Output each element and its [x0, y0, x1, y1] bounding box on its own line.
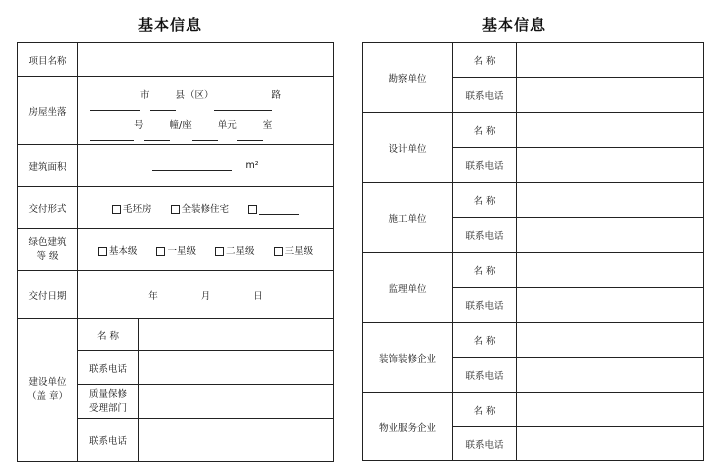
area-label: 建筑面积: [18, 145, 78, 187]
option-label: 毛坯房: [122, 203, 152, 215]
phone-label: 联系电话: [453, 288, 517, 323]
city-blank[interactable]: [90, 100, 140, 111]
green-label-line-2: 等 级: [36, 250, 59, 262]
number-blank[interactable]: [90, 130, 134, 141]
name-label: 名 称: [453, 323, 517, 358]
checkbox-icon[interactable]: [112, 205, 121, 214]
phone-label: 联系电话: [453, 218, 517, 253]
checkbox-icon[interactable]: [171, 205, 180, 214]
option-label: 二星级: [226, 245, 255, 257]
building-unit: 幢/座: [169, 119, 192, 131]
property-service-phone-field[interactable]: [517, 427, 704, 461]
construction-unit-phone-field[interactable]: [517, 218, 704, 253]
construction-unit-name-field[interactable]: [517, 183, 704, 218]
option-basic[interactable]: [98, 246, 138, 257]
green-building-label: [18, 229, 78, 271]
number-unit: 号: [134, 119, 144, 131]
phone-label: 联系电话: [453, 358, 517, 393]
basic-info-form-right: [362, 42, 704, 461]
design-unit-name-field[interactable]: [517, 113, 704, 148]
road-unit: 路: [271, 89, 282, 101]
right-page-title: 基本信息: [482, 16, 547, 34]
name-label: 名 称: [453, 253, 517, 288]
county-unit: 县（区）: [175, 89, 214, 101]
project-name-label: 项目名称: [18, 43, 78, 77]
builder-label-line-2: （盖 章）: [26, 391, 69, 402]
address-line-1: [90, 81, 333, 111]
area-unit: m²: [245, 160, 259, 171]
entrance-unit: 单元: [217, 119, 237, 131]
delivery-date-field[interactable]: [78, 271, 334, 319]
county-blank[interactable]: [150, 100, 176, 111]
delivery-date-label: 交付日期: [18, 271, 78, 319]
option-two-star[interactable]: [215, 246, 255, 257]
address-field[interactable]: [78, 77, 334, 145]
option-label: 一星级: [167, 245, 196, 257]
supervision-unit-name-field[interactable]: [517, 253, 704, 288]
warranty-phone-field[interactable]: [139, 419, 334, 462]
survey-unit-phone-field[interactable]: [517, 78, 704, 113]
building-blank[interactable]: [144, 130, 170, 141]
warranty-dept-label: [78, 385, 139, 419]
survey-unit-name-field[interactable]: [517, 43, 704, 78]
decoration-company-name-field[interactable]: [517, 323, 704, 358]
basic-info-form-left: [17, 42, 334, 462]
design-unit-label: 设计单位: [363, 113, 453, 183]
delivery-form-options: [78, 187, 334, 229]
area-blank[interactable]: [152, 160, 232, 171]
property-service-label: 物业服务企业: [363, 393, 453, 461]
decoration-company-label: 装饰装修企业: [363, 323, 453, 393]
warranty-label-line-1: 质量保修: [88, 388, 127, 400]
delivery-form-label: 交付形式: [18, 187, 78, 229]
month-unit: 月: [200, 290, 211, 302]
project-name-field[interactable]: [78, 43, 334, 77]
builder-name-label: 名 称: [78, 319, 139, 351]
option-label: 全装修住宅: [181, 203, 230, 215]
builder-name-field[interactable]: [139, 319, 334, 351]
phone-label: 联系电话: [453, 148, 517, 183]
checkbox-icon[interactable]: [215, 247, 224, 256]
entrance-blank[interactable]: [192, 130, 218, 141]
day-unit: 日: [253, 290, 263, 302]
builder-label: [18, 319, 78, 462]
option-full-decoration[interactable]: [171, 204, 230, 215]
city-unit: 市: [140, 89, 150, 101]
name-label: 名 称: [453, 113, 517, 148]
option-three-star[interactable]: [274, 246, 314, 257]
supervision-unit-label: 监理单位: [363, 253, 453, 323]
name-label: 名 称: [453, 43, 517, 78]
option-one-star[interactable]: [156, 246, 196, 257]
area-field[interactable]: [78, 145, 334, 187]
phone-label: 联系电话: [453, 78, 517, 113]
name-label: 名 称: [453, 183, 517, 218]
design-unit-phone-field[interactable]: [517, 148, 704, 183]
property-service-name-field[interactable]: [517, 393, 704, 427]
checkbox-icon[interactable]: [98, 247, 107, 256]
checkbox-icon[interactable]: [156, 247, 165, 256]
supervision-unit-phone-field[interactable]: [517, 288, 704, 323]
road-blank[interactable]: [214, 100, 272, 111]
year-unit: 年: [148, 290, 158, 302]
builder-phone-field[interactable]: [139, 351, 334, 385]
construction-unit-label: 施工单位: [363, 183, 453, 253]
phone-label: 联系电话: [453, 427, 517, 461]
option-label: 三星级: [284, 245, 314, 257]
left-page-title: 基本信息: [138, 16, 203, 34]
checkbox-icon[interactable]: [248, 205, 257, 214]
room-blank[interactable]: [237, 130, 263, 141]
builder-phone-label: 联系电话: [78, 351, 139, 385]
option-other[interactable]: [248, 204, 299, 215]
name-label: 名 称: [453, 393, 517, 427]
option-rough-house[interactable]: [112, 204, 152, 215]
builder-label-line-1: 建设单位: [28, 377, 67, 388]
green-label-line-1: 绿色建筑: [28, 236, 67, 248]
warranty-dept-field[interactable]: [139, 385, 334, 419]
green-building-options: [78, 229, 334, 271]
address-label: 房屋坐落: [18, 77, 78, 145]
warranty-label-line-2: 受理部门: [88, 402, 127, 414]
checkbox-icon[interactable]: [274, 247, 283, 256]
decoration-company-phone-field[interactable]: [517, 358, 704, 393]
room-unit: 室: [262, 119, 273, 131]
option-label: 基本级: [108, 245, 138, 257]
warranty-phone-label: 联系电话: [78, 419, 139, 462]
address-line-2: [90, 111, 333, 141]
survey-unit-label: 勘察单位: [363, 43, 453, 113]
other-blank[interactable]: [259, 204, 299, 215]
